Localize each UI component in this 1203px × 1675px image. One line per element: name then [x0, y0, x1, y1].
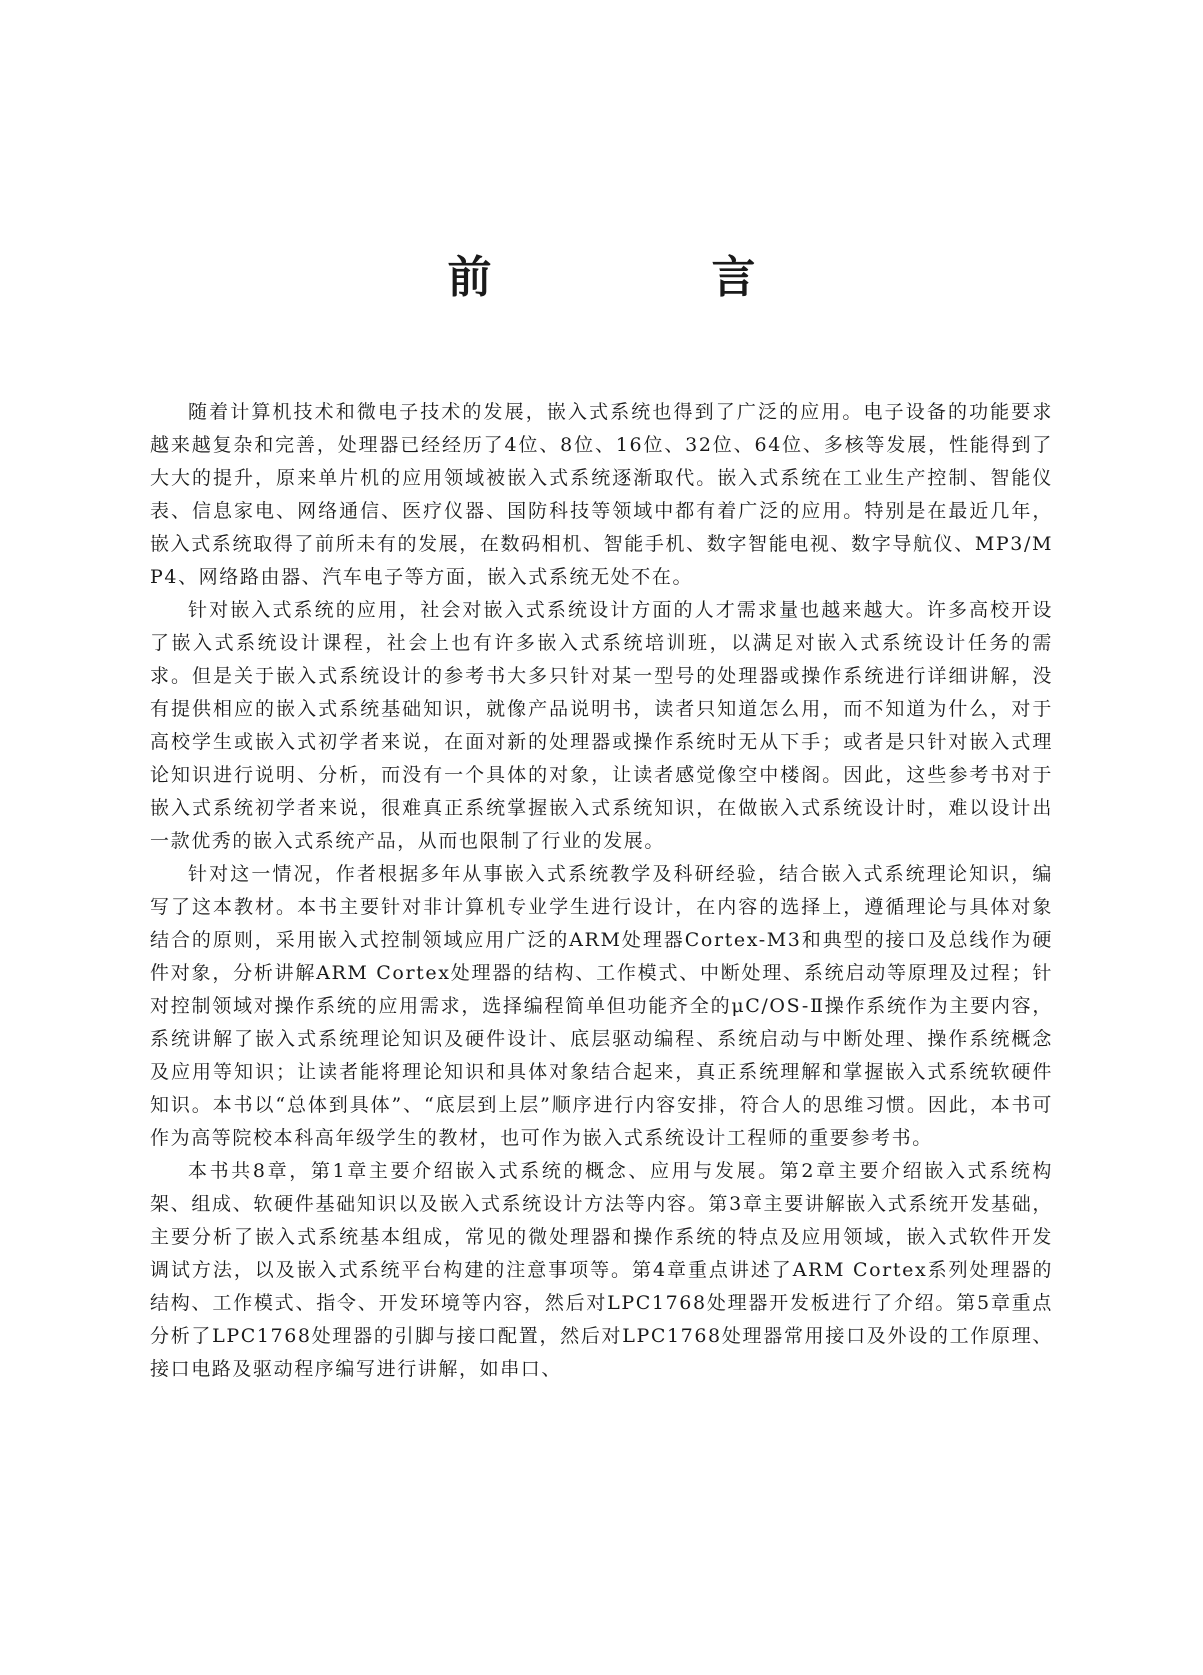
preface-body: [150, 396, 1053, 1386]
paragraph-1: 随着计算机技术和微电子技术的发展，嵌入式系统也得到了广泛的应用。电子设备的功能要求越来越复杂和完善，处理器已经经历了4位、8位、16位、32位、64位、多核等发展，性能得到了大大的提升，原来单片机的应用领域被嵌入式系统逐渐取代。嵌入式系统在工业生产控制、智能仪表、信息家电、网络通信、医疗仪器、国防科技等领域中都有着广泛的应用。特别是在最近几年，嵌入式系统取得了前所未有的发展，在数码相机、智能手机、数字智能电视、数字导航仪、MP3/MP4、网络路由器、汽车电子等方面，嵌入式系统无处不在。: [150, 401, 1053, 588]
page-title: 前 言: [447, 252, 844, 303]
paragraph-4: 本书共8章，第1章主要介绍嵌入式系统的概念、应用与发展。第2章主要介绍嵌入式系统构架、组成、软硬件基础知识以及嵌入式系统设计方法等内容。第3章主要讲解嵌入式系统开发基础，主要分析了嵌入式系统基本组成，常见的微处理器和操作系统的特点及应用领域，嵌入式软件开发调试方法，以及嵌入式系统平台构建的注意事项等。第4章重点讲述了ARM Cortex系列处理器的结构、工作模式、指令、开发环境等内容，然后对LPC1768处理器开发板进行了介绍。第5章重点分析了LPC1768处理器的引脚与接口配置，然后对LPC1768处理器常用接口及外设的工作原理、接口电路及驱动程序编写进行讲解，如串口、: [150, 1160, 1053, 1380]
paragraph-2: 针对嵌入式系统的应用，社会对嵌入式系统设计方面的人才需求量也越来越大。许多高校开设了嵌入式系统设计课程，社会上也有许多嵌入式系统培训班，以满足对嵌入式系统设计任务的需求。但是关于嵌入式系统设计的参考书大多只针对某一型号的处理器或操作系统进行详细讲解，没有提供相应的嵌入式系统基础知识，就像产品说明书，读者只知道怎么用，而不知道为什么，对于高校学生或嵌入式初学者来说，在面对新的处理器或操作系统时无从下手；或者是只针对嵌入式理论知识进行说明、分析，而没有一个具体的对象，让读者感觉像空中楼阁。因此，这些参考书对于嵌入式系统初学者来说，很难真正系统掌握嵌入式系统知识，在做嵌入式系统设计时，难以设计出一款优秀的嵌入式系统产品，从而也限制了行业的发展。: [150, 599, 1053, 852]
paragraph-3: 针对这一情况，作者根据多年从事嵌入式系统教学及科研经验，结合嵌入式系统理论知识，编写了这本教材。本书主要针对非计算机专业学生进行设计，在内容的选择上，遵循理论与具体对象结合的原则，采用嵌入式控制领域应用广泛的ARM处理器Cortex-M3和典型的接口及总线作为硬件对象，分析讲解ARM Cortex处理器的结构、工作模式、中断处理、系统启动等原理及过程；针对控制领域对操作系统的应用需求，选择编程简单但功能齐全的μC/OS-Ⅱ操作系统作为主要内容，系统讲解了嵌入式系统理论知识及硬件设计、底层驱动编程、系统启动与中断处理、操作系统概念及应用等知识；让读者能将理论知识和具体对象结合起来，真正系统理解和掌握嵌入式系统软硬件知识。本书以“总体到具体”、“底层到上层”顺序进行内容安排，符合人的思维习惯。因此，本书可作为高等院校本科高年级学生的教材，也可作为嵌入式系统设计工程师的重要参考书。: [150, 863, 1053, 1149]
